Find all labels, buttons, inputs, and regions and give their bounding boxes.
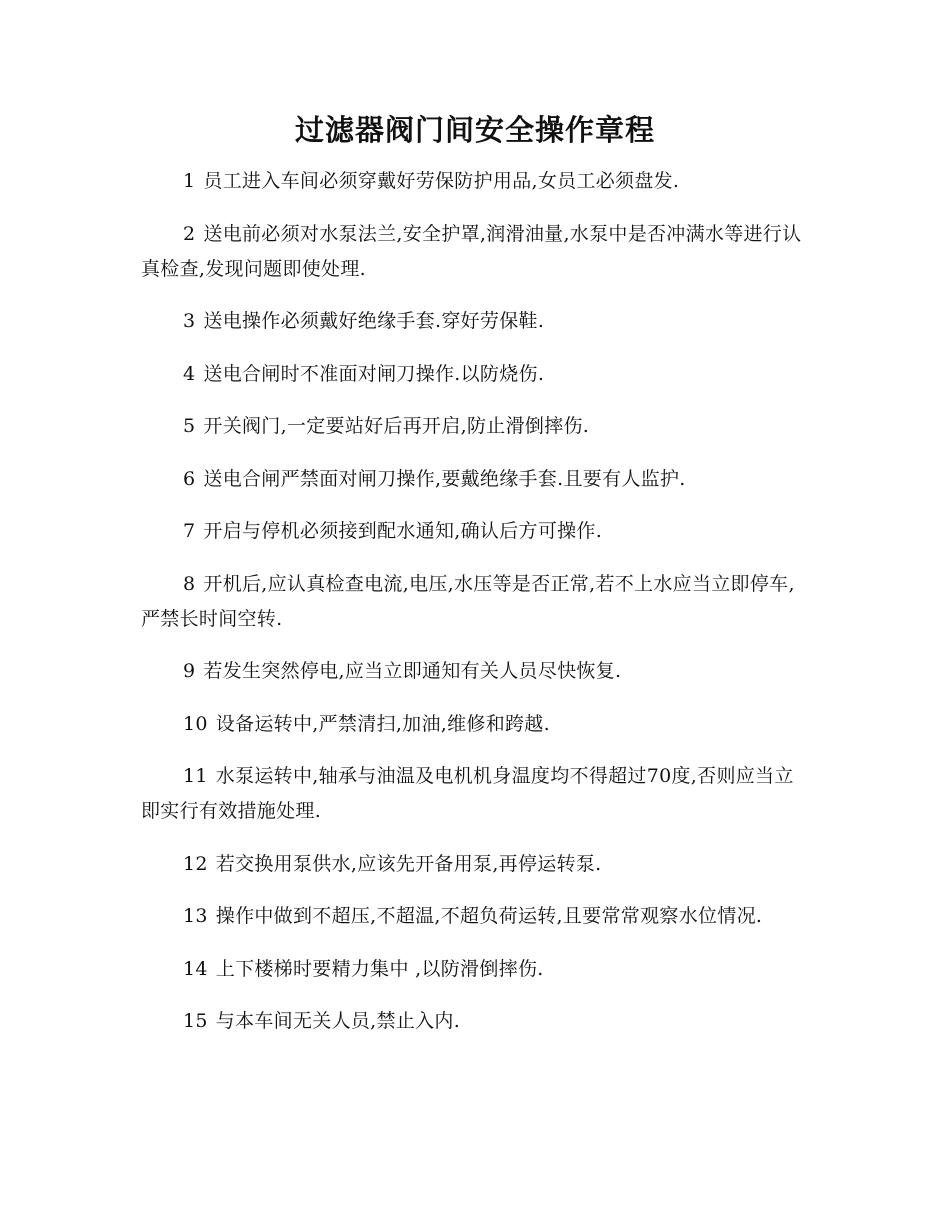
item-text: 与本车间无关人员,禁止入内. (215, 1010, 461, 1032)
item-text: 送电前必须对水泵法兰,安全护罩,润滑油量,水泵中是否冲满水等进行认真检查,发现问题即使处理. (141, 222, 802, 280)
regulation-item (141, 1004, 811, 1039)
item-number: 4 (183, 362, 196, 385)
item-text: 若发生突然停电,应当立即通知有关人员尽快恢复. (203, 660, 622, 682)
item-text: 送电合闸严禁面对闸刀操作,要戴绝缘手套.且要有人监护. (203, 467, 686, 490)
regulation-item (141, 409, 811, 444)
item-number: 5 (183, 415, 196, 437)
item-text: 上下楼梯时要精力集中 ,以防滑倒摔伤. (215, 957, 544, 980)
item-text: 水泵运转中,轴承与油温及电机机身温度均不得超过70度,否则应当立即实行有效措施处理. (141, 765, 794, 822)
item-number: 12 (183, 852, 208, 875)
item-text: 操作中做到不超压,不超温,不超负荷运转,且要常常观察水位情况. (215, 905, 763, 927)
item-text: 开机后,应认真检查电流,电压,水压等是否正常,若不上水应当立即停车,严禁长时间空转. (141, 572, 795, 630)
regulation-item (141, 304, 811, 339)
item-number: 7 (183, 520, 196, 542)
item-text: 开关阀门,一定要站好后再开启,防止滑倒摔伤. (203, 415, 590, 437)
item-text: 若交换用泵供水,应该先开备用泵,再停运转泵. (215, 852, 602, 875)
item-number: 6 (183, 467, 196, 490)
regulation-item (141, 217, 811, 287)
item-number: 2 (183, 222, 196, 245)
regulation-item (141, 707, 811, 742)
item-number: 9 (183, 660, 196, 682)
regulation-item (141, 759, 811, 829)
item-text: 送电合闸时不准面对闸刀操作.以防烧伤. (203, 362, 545, 385)
item-number: 13 (183, 905, 208, 927)
item-number: 14 (183, 957, 208, 980)
regulation-item (141, 567, 811, 637)
regulation-item (141, 462, 811, 497)
item-text: 送电操作必须戴好绝缘手套.穿好劳保鞋. (203, 310, 545, 332)
item-number: 3 (183, 310, 196, 332)
regulation-item (141, 847, 811, 882)
item-text: 设备运转中,严禁清扫,加油,维修和跨越. (215, 712, 550, 735)
item-text: 开启与停机必须接到配水通知,确认后方可操作. (203, 520, 603, 542)
regulation-item (141, 899, 811, 934)
item-text: 员工进入车间必须穿戴好劳保防护用品,女员工必须盘发. (203, 170, 680, 192)
regulation-item (141, 514, 811, 549)
document-title: 过滤器阀门间安全操作章程 (294, 113, 655, 147)
item-number: 15 (183, 1010, 208, 1032)
item-number: 1 (183, 170, 196, 192)
item-number: 11 (183, 765, 208, 787)
regulation-item (141, 164, 811, 199)
item-number: 10 (183, 712, 208, 735)
regulation-list (141, 164, 811, 1057)
item-number: 8 (183, 572, 196, 595)
regulation-item (141, 357, 811, 392)
regulation-item (141, 952, 811, 987)
regulation-item (141, 654, 811, 689)
